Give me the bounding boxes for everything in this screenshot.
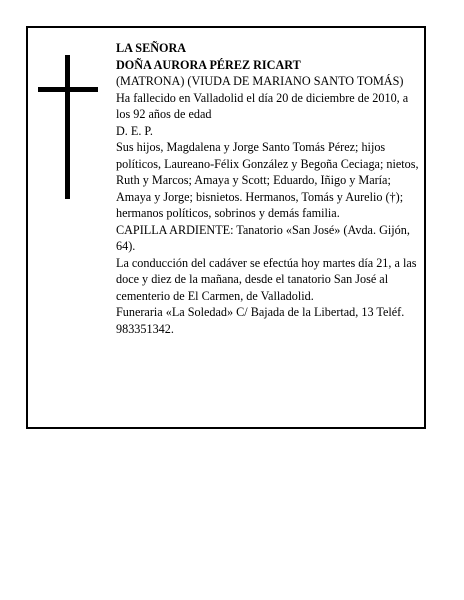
procession-info: La conducción del cadáver se efectúa hoy martes día 21, a las doce y diez de la mañana, desde el tanatorio San José al cementerio de El Carmen, de Valladolid. xyxy=(116,255,417,303)
deceased-name: DOÑA AURORA PÉREZ RICART xyxy=(116,57,301,72)
cross-icon xyxy=(38,55,98,199)
deceased-subtitle: (MATRONA) (VIUDA DE MARIANO SANTO TOMÁS) xyxy=(116,74,404,88)
rip-text: D. E. P. xyxy=(116,123,153,138)
family-list: Sus hijos, Magdalena y Jorge Santo Tomás Pérez; hijos políticos, Laureano-Félix González y Begoña Ceciaga; nietos, Ruth y Marcos; Amaya y Scott; Eduardo, Iñigo y María; Amaya y Jorge; bisnietos. Hermanos, Tomás y Aurelio (†); hermanos políticos, sobrinos y demás familia. xyxy=(116,140,419,220)
cross-vertical-bar xyxy=(65,55,70,199)
chapel-info: CAPILLA ARDIENTE: Tanatorio «San José» (Avda. Gijón, 64). xyxy=(116,222,410,253)
cross-horizontal-bar xyxy=(38,87,98,92)
title-line-1: LA SEÑORA xyxy=(116,41,187,55)
obituary-notice xyxy=(26,26,426,429)
death-info: Ha fallecido en Valladolid el día 20 de diciembre de 2010, a los 92 años de edad xyxy=(116,90,409,121)
notice-text xyxy=(116,40,424,337)
funeral-home-info: Funeraria «La Soledad» C/ Bajada de la Libertad, 13 Teléf. 983351342. xyxy=(116,305,405,336)
